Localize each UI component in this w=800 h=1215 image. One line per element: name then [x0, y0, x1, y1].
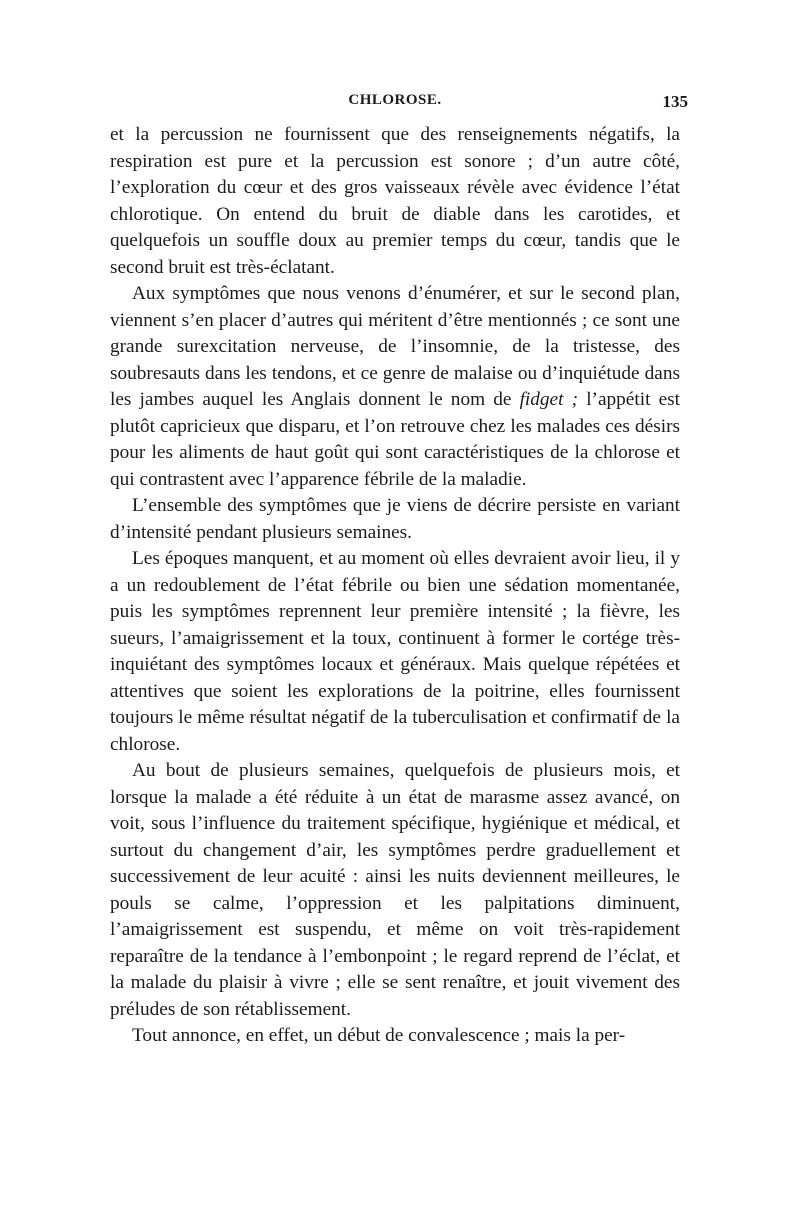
- paragraph-text: L’ensemble des symptômes que je viens de décrire persiste en variant d’intensité pendant plusieurs semaines.: [110, 495, 680, 543]
- paragraph-text: Aux symptômes que nous venons d’énumérer, et sur le second plan, viennent s’en placer d’autres qui méritent d’être mentionnés ; ce sont une grande surexcitation nerveuse, de l’insomnie, de la tristesse, des soubresauts dans les tendons, et ce genre de malaise ou d’inquiétude dans les jambes auquel les Anglais donnent le nom de: [110, 283, 680, 410]
- paragraph-2: [110, 281, 680, 493]
- paragraph-3: [110, 493, 680, 546]
- paragraph-text: Les époques manquent, et au moment où elles devraient avoir lieu, il y a un redoublement de l’état fébrile ou bien une sédation momentanée, puis les symptômes reprennent leur première intensité ; la fièvre, les sueurs, l’amaigrissement et la toux, continuent à former le cortége très-inquiétant des symptômes locaux et généraux. Mais quelque répétées et attentives que soient les explorations de la poitrine, elles fournissent toujours le même résultat négatif de la tuberculisation et confirmatif de la chlorose.: [110, 548, 680, 755]
- paragraph-text: Au bout de plusieurs semaines, quelquefois de plusieurs mois, et lorsque la malade a été réduite à un état de marasme assez avancé, on voit, sous l’influence du traitement spécifique, hygiénique et médical, et surtout du changement d’air, les symptômes perdre graduellement et successivement de leur acuité : ainsi les nuits deviennent meilleures, le pouls se calme, l’oppression et les palpitations diminuent, l’amaigrissement est suspendu, et même on voit très-rapidement reparaître de la tendance à l’embonpoint ; le regard reprend de l’éclat, et la malade du plaisir à vivre ; elle se sent renaître, et jouit vivement des préludes de son rétablissement.: [110, 760, 680, 1020]
- page-number: 135: [662, 92, 688, 111]
- book-page: [110, 92, 688, 1050]
- paragraph-text: et la percussion ne fournissent que des renseignements négatifs, la respiration est pure et la percussion est sonore ; d’un autre côté, l’exploration du cœur et des gros vaisseaux révèle avec évidence l’état chlorotique. On entend du bruit de diable dans les carotides, et quelquefois un souffle doux au premier temps du cœur, tandis que le second bruit est très-éclatant.: [110, 124, 680, 278]
- paragraph-6: [110, 1023, 680, 1050]
- italic-term-fidget: fidget ;: [519, 389, 579, 410]
- paragraph-text: l’appétit est plutôt capricieux que disparu, et l’on retrouve chez les malades ces désirs pour les aliments de haut goût qui sont caractéristiques de la chlorose et qui contrastent avec l’apparence fébrile de la maladie.: [110, 389, 680, 490]
- running-head: [110, 92, 688, 116]
- paragraph-1: [110, 122, 680, 281]
- body-text: [110, 122, 680, 1050]
- paragraph-text: Tout annonce, en effet, un début de convalescence ; mais la per-: [132, 1025, 626, 1046]
- paragraph-5: [110, 758, 680, 1023]
- paragraph-4: [110, 546, 680, 758]
- running-title: CHLOROSE.: [348, 92, 442, 108]
